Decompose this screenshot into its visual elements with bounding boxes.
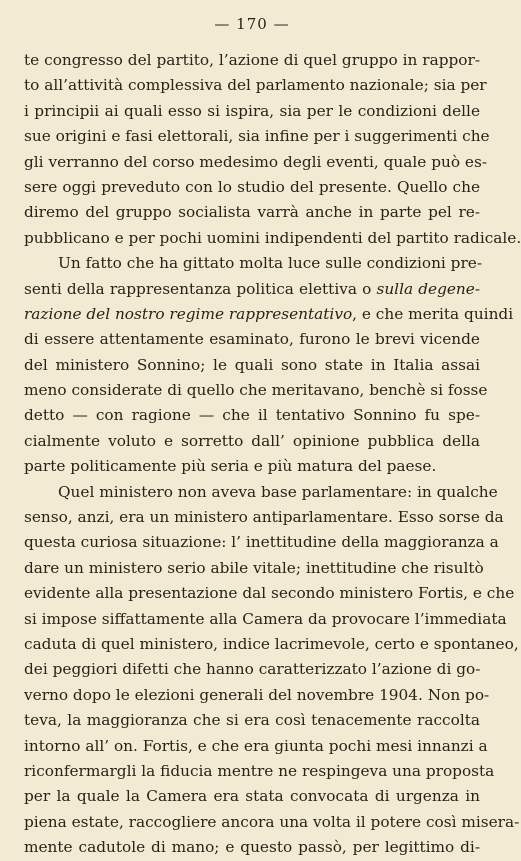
text-line: piena estate, raccogliere ancora una volta il potere così misera- (24, 812, 520, 831)
text-line: mente cadutole di mano; e questo passò, per legittimo di- (24, 838, 480, 857)
text-segment: senti della rappresentanza politica elettiva o (24, 279, 372, 298)
text-line: evidente alla presentazione dal secondo ministero Fortis, e che (24, 584, 515, 603)
paragraph-1 (24, 48, 521, 251)
text-line: parte politicamente più seria e più matura del paese. (24, 457, 437, 476)
paragraph-3 (24, 480, 520, 861)
text-line: di essere attentamente esaminato, furono le brevi vicende (24, 330, 480, 349)
text-line: Quel ministero non aveva base parlamentare: in qualche (58, 482, 498, 501)
text-line: gli verranno del corso medesimo degli eventi, quale può es- (24, 152, 487, 171)
text-line: te congresso del partito, l’azione di quel gruppo in rappor- (24, 51, 480, 69)
text-line: questa curiosa situazione: l’ inettitudine della maggioranza a (24, 533, 499, 552)
text-line (24, 277, 480, 302)
body-text (24, 48, 521, 861)
italic-segment: razione del nostro regime rappresentativo (24, 304, 353, 323)
text-line: detto — con ragione — che il tentativo Sonnino fu spe- (24, 406, 480, 425)
text-line: pubblicano e per pochi uomini indipendenti del partito radicale. (24, 228, 521, 247)
text-segment: , e che merita quindi (352, 304, 514, 323)
text-line: meno considerate di quello che meritavano, benchè si fosse (24, 381, 488, 400)
text-line: riconfermargli la fiducia mentre ne respingeva una proposta (24, 761, 495, 780)
text-line: to all’attività complessiva del parlamento nazionale; sia per (24, 76, 487, 95)
text-line: i principii ai quali esso si ispira, sia per le condizioni delle (24, 101, 480, 120)
paragraph-2 (24, 251, 514, 480)
text-line: del ministero Sonnino; le quali sono state in Italia assai (24, 355, 480, 374)
italic-segment: sulla degene- (376, 279, 480, 298)
text-line: sue origini e fasi elettorali, sia infine per i suggerimenti che (24, 127, 490, 146)
text-line: dare un ministero serio abile vitale; inettitudine che risultò (24, 558, 484, 577)
text-line: teva, la maggioranza che si era così tenacemente raccolta (24, 711, 480, 730)
text-line: dei peggiori difetti che hanno caratterizzato l’azione di go- (24, 660, 481, 679)
text-line (24, 302, 514, 327)
text-line: intorno all’ on. Fortis, e che era giunta pochi mesi innanzi a (24, 736, 488, 755)
page-number: — 170 — (214, 15, 290, 33)
text-line: cialmente voluto e sorretto dall’ opinione pubblica della (24, 431, 480, 450)
text-line: diremo del gruppo socialista varrà anche in parte pel re- (24, 203, 480, 222)
text-line: senso, anzi, era un ministero antiparlamentare. Esso sorse da (24, 508, 504, 527)
text-line: caduta di quel ministero, indice lacrimevole, certo e spontaneo, (24, 634, 519, 653)
text-line: Un fatto che ha gittato molta luce sulle condizioni pre- (58, 254, 483, 273)
text-line: verno dopo le elezioni generali del novembre 1904. Non po- (24, 685, 490, 704)
text-line: per la quale la Camera era stata convocata di urgenza in (24, 787, 480, 806)
text-line: sere oggi preveduto con lo studio del presente. Quello che (24, 177, 480, 196)
text-line: si impose siffattamente alla Camera da provocare l’immediata (24, 609, 507, 628)
